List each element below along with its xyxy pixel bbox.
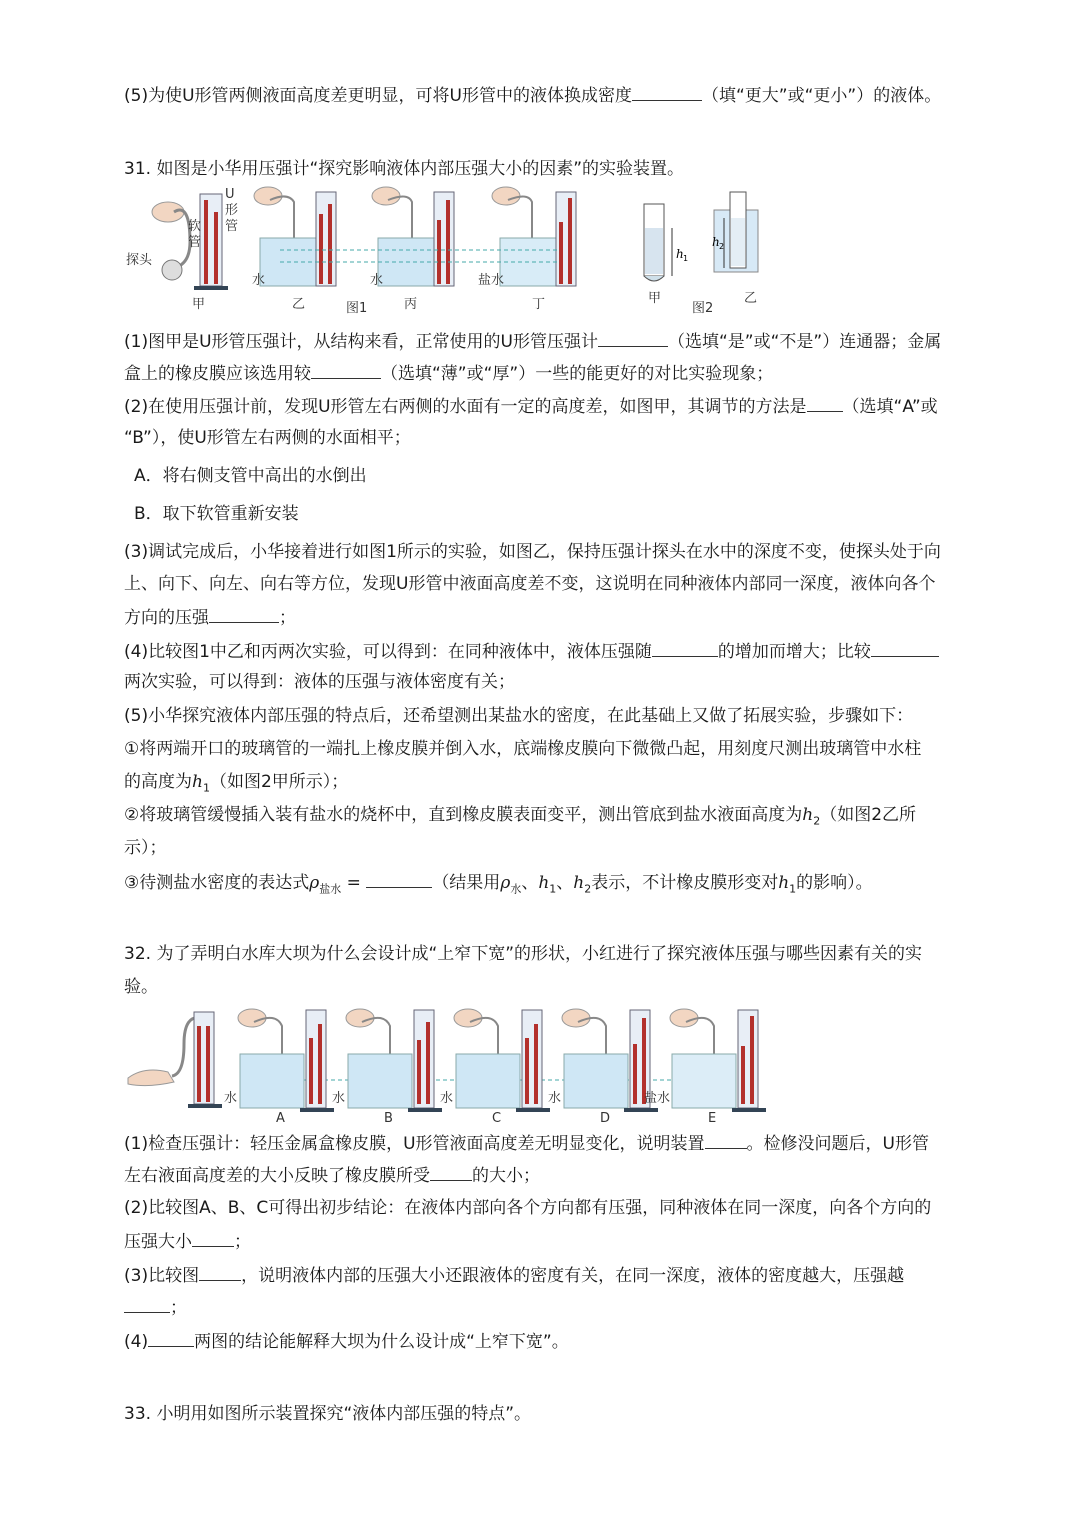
label-tube: 管 (188, 235, 202, 250)
setup-a (224, 1009, 334, 1126)
label-xing: 形 (225, 203, 239, 218)
q31-part2-line1: (2)在使用压强计前，发现U形管左右两侧的水面有一定的高度差，如图甲，其调节的方法是 （选填“A”或 (124, 393, 1004, 419)
answer-blank[interactable] (209, 604, 279, 623)
answer-blank[interactable] (871, 638, 939, 657)
label-ding: 丁 (532, 297, 546, 312)
q31-option-b: B．取下软管重新安装 (134, 504, 299, 524)
q30-part5: (5)为使U形管两侧液面高度差更明显，可将U形管中的液体换成密度 （填“更大”或“更小”）的液体。 (124, 82, 1004, 108)
setup-c (440, 1009, 550, 1126)
figure-label-a: A (276, 1111, 285, 1126)
manometer-check (128, 1012, 222, 1108)
answer-blank[interactable] (632, 82, 702, 101)
label-water-bing: 水 (370, 273, 384, 288)
label-jia: 甲 (192, 297, 206, 312)
fig2-h2: h (712, 235, 720, 249)
fig2-h2-sub: 2 (719, 242, 725, 251)
q32-figure (124, 1004, 794, 1128)
q32-part1-line1: (1)检查压强计：轻压金属盒橡皮膜，U形管液面高度差无明显变化，说明装置 。检修没问题后，U形管 (124, 1130, 1004, 1156)
figure-label-e: E (708, 1111, 717, 1126)
label-soft: 软 (188, 219, 202, 234)
fig2-h1: h (676, 247, 684, 261)
answer-blank[interactable] (366, 869, 432, 888)
q31-part3-line1: (3)调试完成后，小华接着进行如图1所示的实验，如图乙，保持压强计探头在水中的深度不变，使探头处于向 (124, 542, 941, 562)
manometer-jia (126, 187, 238, 312)
q31-figure (120, 182, 760, 322)
liquid-label-a: 水 (224, 1091, 238, 1106)
liquid-label-b: 水 (332, 1091, 346, 1106)
q32-part1-line2: 左右液面高度差的大小反映了橡皮膜所受 的大小； (124, 1162, 1004, 1188)
liquid-label-d: 水 (548, 1091, 562, 1106)
fig2-label-jia: 甲 (648, 291, 662, 306)
answer-blank[interactable] (311, 360, 381, 379)
answer-blank[interactable] (430, 1162, 472, 1181)
q32-part2-line1: (2)比较图A、B、C可得出初步结论：在液体内部向各个方向都有压强，同种液体在同一深度，向各个方向的 (124, 1198, 932, 1218)
fig2-h1-sub: 1 (683, 254, 689, 263)
setup-d (548, 1009, 658, 1126)
answer-blank[interactable] (192, 1228, 234, 1247)
label-probe: 探头 (126, 253, 153, 268)
figure-label-d: D (600, 1111, 611, 1126)
q31-part2-line2: “B”），使U形管左右两侧的水面相平； (124, 428, 411, 448)
q32-part2-line2: 压强大小 ； (124, 1228, 1004, 1254)
q32-part3-line2: ； (124, 1294, 1004, 1320)
q32-stem-line1: 32. 为了弄明白水库大坝为什么会设计成“上窄下宽”的形状，小红进行了探究液体压强与哪些因素有关的实 (124, 944, 923, 964)
figure1-caption: 图1 (346, 301, 368, 316)
q32-stem-line2: 验。 (124, 977, 158, 997)
liquid-label-c: 水 (440, 1091, 454, 1106)
label-water-yi: 水 (252, 273, 266, 288)
answer-blank[interactable] (124, 1294, 170, 1313)
q31-option-a: A．将右侧支管中高出的水倒出 (134, 466, 367, 486)
fig2-jia (644, 204, 688, 306)
label-u: U (225, 187, 235, 202)
q31-part1-line1: (1)图甲是U形管压强计，从结构来看，正常使用的U形管压强计 （选填“是”或“不是”）连通器；金属 (124, 328, 1004, 354)
fig2-label-yi: 乙 (744, 291, 758, 306)
q31-part1-line2: 盒上的橡皮膜应该选用较 （选填“薄”或“厚”）一些的能更好的对比实验现象； (124, 360, 1004, 386)
figure2-caption: 图2 (692, 301, 714, 316)
q32-part4: (4) 两图的结论能解释大坝为什么设计成“上窄下宽”。 (124, 1328, 1004, 1354)
answer-blank[interactable] (598, 328, 668, 347)
label-guan: 管 (225, 219, 239, 234)
q31-part5-line1: (5)小华探究液体内部压强的特点后，还希望测出某盐水的密度，在此基础上又做了拓展实验，步骤如下： (124, 706, 914, 726)
liquid-label-e: 盐水 (644, 1091, 671, 1106)
label-yi: 乙 (292, 297, 306, 312)
q31-part3-line3: 方向的压强 ； (124, 604, 1004, 630)
q31-step1-line1: ①将两端开口的玻璃管的一端扎上橡皮膜并倒入水，底端橡皮膜向下微微凸起，用刻度尺测出玻璃管中水柱 (124, 739, 922, 759)
figure-label-b: B (384, 1111, 393, 1126)
q31-part3-line2: 上、向下、向左、向右等方位，发现U形管中液面高度差不变，这说明在同种液体内部同一深度，液体向各个 (124, 574, 936, 594)
q31-step3: ③待测盐水密度的表达式$\rho_{盐水}$ = （结果用$\rho_水$、$h_1$、$h_2$表示，不计橡皮膜形变对$h_1$的影响）。 (124, 869, 1004, 901)
setup-b (332, 1009, 442, 1126)
answer-blank[interactable] (652, 638, 718, 657)
figure-label-c: C (492, 1111, 502, 1126)
answer-blank[interactable] (199, 1262, 241, 1281)
label-saltwater: 盐水 (478, 273, 505, 288)
answer-blank[interactable] (807, 393, 843, 412)
q31-part4-line1: (4)比较图1中乙和丙两次实验，可以得到：在同种液体中，液体压强随 的增加而增大；比较 (124, 638, 1004, 664)
q31-stem: 31. 如图是小华用压强计“探究影响液体内部压强大小的因素”的实验装置。 (124, 159, 685, 179)
q31-part4-line2: 两次实验，可以得到：液体的压强与液体密度有关； (124, 672, 515, 692)
q33-stem: 33. 小明用如图所示装置探究“液体内部压强的特点”。 (124, 1404, 532, 1424)
label-bing: 丙 (404, 297, 418, 312)
answer-blank[interactable] (148, 1328, 194, 1347)
q31-step2-line1: ②将玻璃管缓慢插入装有盐水的烧杯中，直到橡皮膜表面变平，测出管底到盐水液面高度为$h_2$（如图2乙所 (124, 805, 917, 828)
q32-part3-line1: (3)比较图 ，说明液体内部的压强大小还跟液体的密度有关，在同一深度，液体的密度越大，压强越 (124, 1262, 1004, 1288)
answer-blank[interactable] (705, 1130, 747, 1149)
fig2-yi (712, 192, 758, 306)
q31-step2-line2: 示）； (124, 838, 167, 858)
q31-step1-line2: 的高度为$h_1$（如图2甲所示）； (124, 772, 349, 795)
setup-e (644, 1009, 766, 1126)
